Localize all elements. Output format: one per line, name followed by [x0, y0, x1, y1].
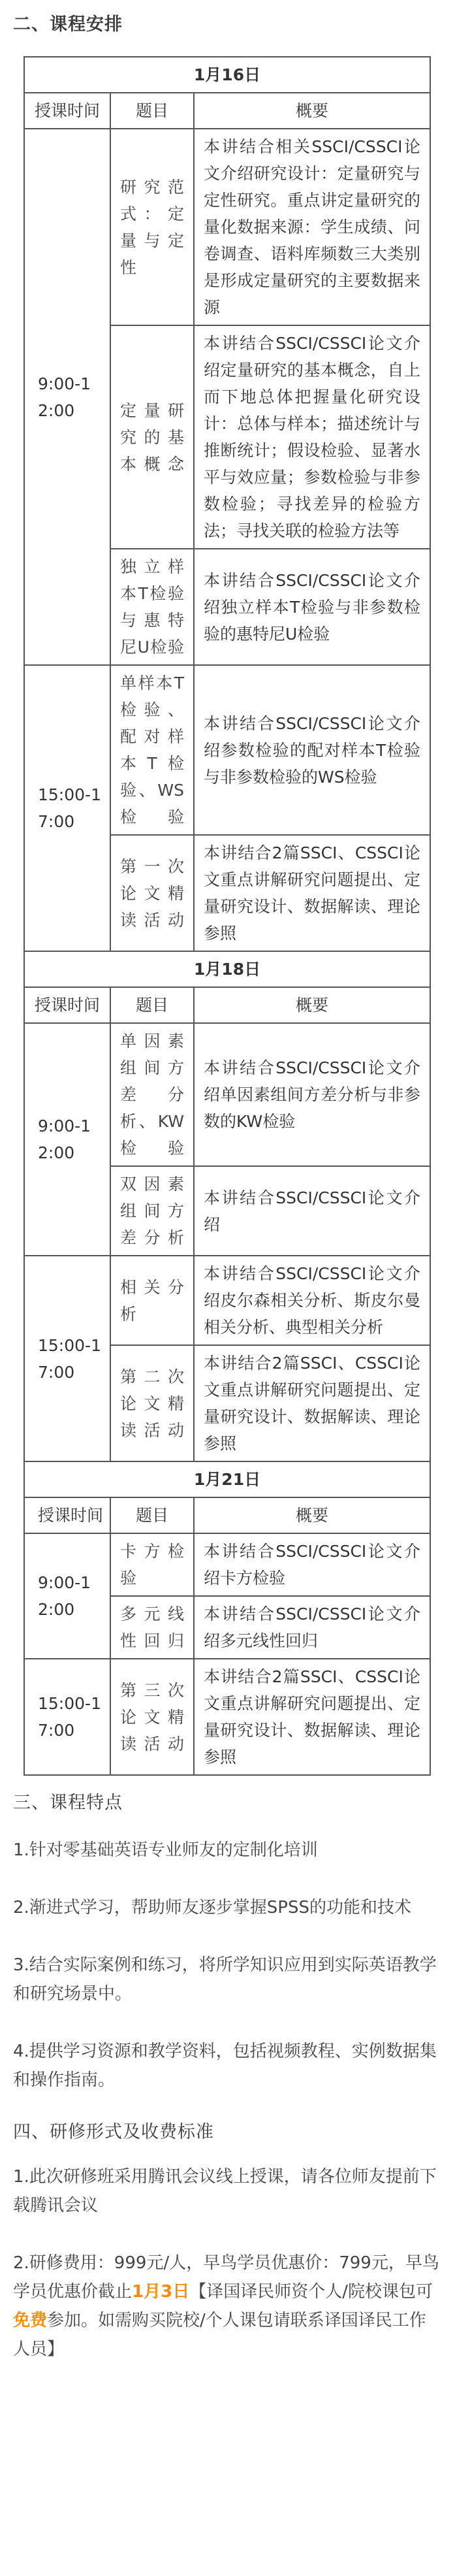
overview-cell: 本讲结合SSCI/CSSCI论文介绍单因素组间方差分析与非参数的KW检验 — [194, 1023, 430, 1166]
free-highlight: 免费 — [13, 2311, 48, 2330]
features-list — [0, 1821, 455, 2095]
early-bird-deadline: 1月3日 — [132, 2282, 190, 2302]
header-time: 授课时间 — [24, 987, 110, 1023]
topic-cell: 独立样本T检验与惠特尼U检验 — [110, 549, 194, 665]
topic-cell: 单样本T检验、配对样本T检验、WS检验 — [110, 665, 194, 835]
topic-cell: 双因素组间方差分析 — [110, 1166, 194, 1256]
fees-list — [0, 2151, 455, 2364]
fee-item-price — [13, 2249, 439, 2364]
header-time: 授课时间 — [24, 1497, 110, 1533]
schedule-table — [24, 56, 431, 1776]
overview-cell: 本讲结合2篇SSCI、CSSCI论文重点讲解研究问题提出、定量研究设计、数据解读、理论参照 — [194, 835, 430, 951]
table-row — [24, 1533, 430, 1596]
header-row — [24, 93, 430, 129]
date-cell: 1月16日 — [24, 57, 430, 93]
overview-cell: 本讲结合SSCI/CSSCI论文介绍 — [194, 1166, 430, 1256]
fee-text: 参加。如需购买院校/个人课包请联系译国译民工作人员】 — [13, 2311, 426, 2359]
header-overview: 概要 — [194, 987, 430, 1023]
topic-cell: 第二次论文精读活动 — [110, 1345, 194, 1461]
overview-cell: 本讲结合2篇SSCI、CSSCI论文重点讲解研究问题提出、定量研究设计、数据解读、理论参照 — [194, 1345, 430, 1461]
header-overview: 概要 — [194, 1497, 430, 1533]
time-cell: 15:00-17:00 — [24, 1256, 110, 1461]
topic-cell: 单因素组间方差分析、KW检验 — [110, 1023, 194, 1166]
header-time: 授课时间 — [24, 93, 110, 129]
date-cell: 1月21日 — [24, 1461, 430, 1497]
header-overview: 概要 — [194, 93, 430, 129]
feature-item: 2.渐进式学习，帮助师友逐步掌握SPSS的功能和技术 — [13, 1898, 411, 1917]
fee-text: 2.研修费用：999元/人，早鸟学员优惠价：799元，早鸟学员优惠价截止 — [13, 2253, 439, 2302]
time-cell: 9:00-12:00 — [24, 129, 110, 665]
header-topic: 题目 — [110, 987, 194, 1023]
section-title-fees: 四、研修形式及收费标准 — [13, 2122, 214, 2142]
overview-cell: 本讲结合SSCI/CSSCI论文介绍皮尔森相关分析、斯皮尔曼相关分析、典型相关分析 — [194, 1256, 430, 1345]
fee-item-format: 1.此次研修班采用腾讯会议线上授课，请各位师友提前下载腾讯会议 — [13, 2167, 437, 2215]
overview-cell: 本讲结合SSCI/CSSCI论文介绍定量研究的基本概念，自上而下地总体把握量化研究设计：总体与样本；描述统计与推断统计；假设检验、显著水平与效应量；参数检验与非参数检验；寻找差异的检验方法；寻找关联的检验方法等 — [194, 325, 430, 549]
overview-cell: 本讲结合2篇SSCI、CSSCI论文重点讲解研究问题提出、定量研究设计、数据解读、理论参照 — [194, 1659, 430, 1775]
topic-cell: 研究范式：定量与定性 — [110, 129, 194, 325]
topic-cell: 第一次论文精读活动 — [110, 835, 194, 951]
topic-cell: 卡方检验 — [110, 1533, 194, 1596]
date-row — [24, 57, 430, 93]
overview-cell: 本讲结合相关SSCI/CSSCI论文介绍研究设计：定量研究与定性研究。重点讲定量研究的量化数据来源：学生成绩、问卷调查、语料库频数三大类别是形成定量研究的主要数据来源 — [194, 129, 430, 325]
table-row — [24, 1023, 430, 1166]
overview-cell: 本讲结合SSCI/CSSCI论文介绍参数检验的配对样本T检验与非参数检验的WS检验 — [194, 665, 430, 835]
feature-item: 3.结合实际案例和练习，将所学知识应用到实际英语教学和研究场景中。 — [13, 1955, 437, 2004]
header-topic: 题目 — [110, 1497, 194, 1533]
date-row — [24, 951, 430, 987]
time-cell: 15:00-17:00 — [24, 665, 110, 951]
header-row — [24, 987, 430, 1023]
section-title-features: 三、课程特点 — [13, 1793, 123, 1813]
date-cell: 1月18日 — [24, 951, 430, 987]
feature-item: 1.针对零基础英语专业师友的定制化培训 — [13, 1840, 318, 1860]
table-row — [24, 1256, 430, 1345]
time-cell: 9:00-12:00 — [24, 1533, 110, 1659]
table-row — [24, 1659, 430, 1775]
date-row — [24, 1461, 430, 1497]
feature-item: 4.提供学习资源和教学资料，包括视频教程、实例数据集和操作指南。 — [13, 2042, 437, 2090]
section-title-schedule: 二、课程安排 — [13, 14, 123, 35]
topic-cell: 第三次论文精读活动 — [110, 1659, 194, 1775]
overview-cell: 本讲结合SSCI/CSSCI论文介绍独立样本T检验与非参数检验的惠特尼U检验 — [194, 549, 430, 665]
table-row — [24, 129, 430, 325]
overview-cell: 本讲结合SSCI/CSSCI论文介绍卡方检验 — [194, 1533, 430, 1596]
header-row — [24, 1497, 430, 1533]
overview-cell: 本讲结合SSCI/CSSCI论文介绍多元线性回归 — [194, 1596, 430, 1659]
fee-text: 【译国译民师资个人/院校课包可 — [189, 2282, 433, 2302]
time-cell: 9:00-12:00 — [24, 1023, 110, 1256]
table-row — [24, 665, 430, 835]
topic-cell: 多元线性回归 — [110, 1596, 194, 1659]
time-cell: 15:00-17:00 — [24, 1659, 110, 1775]
topic-cell: 相关分析 — [110, 1256, 194, 1345]
topic-cell: 定量研究的基本概念 — [110, 325, 194, 549]
header-topic: 题目 — [110, 93, 194, 129]
